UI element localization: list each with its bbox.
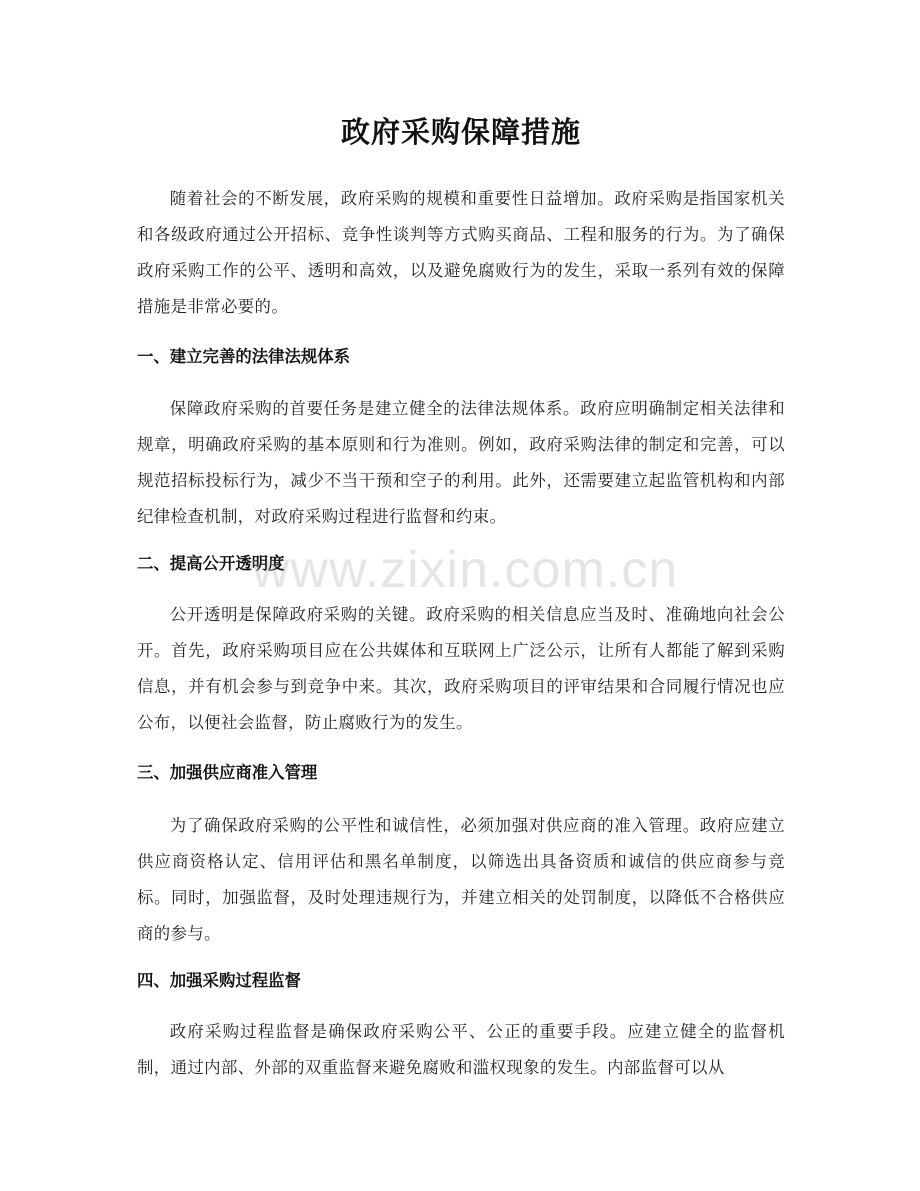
watermark: www.zixin.com.cn <box>251 541 679 599</box>
section-body-2: 公开透明是保障政府采购的关键。政府采购的相关信息应当及时、准确地向社会公开。首先，政府采购项目应在公共媒体和互联网上广泛公示，让所有人都能了解到采购信息，并有机会参与到竞争中来。其次，政府采购项目的评审结果和合同履行情况也应公布，以便社会监督，防止腐败行为的发生。 <box>137 605 785 732</box>
document-title: 政府采购保障措施 <box>340 115 581 149</box>
section-body-1: 保障政府采购的首要任务是建立健全的法律法规体系。政府应明确制定相关法律和规章，明确政府采购的基本原则和行为准则。例如，政府采购法律的制定和完善，可以规范招标投标行为，减少不当干预和空子的利用。此外，还需要建立起监管机构和内部纪律检查机制，对政府采购过程进行监督和约束。 <box>137 399 785 526</box>
section-heading-3: 三、加强供应商准入管理 <box>137 763 318 782</box>
section-body-4: 政府采购过程监督是确保政府采购公平、公正的重要手段。应建立健全的监督机制，通过内部、外部的双重监督来避免腐败和滥权现象的发生。内部监督可以从 <box>137 1022 785 1077</box>
section-heading-1: 一、建立完善的法律法规体系 <box>137 347 351 366</box>
section-heading-2: 二、提高公开透明度 <box>137 554 285 573</box>
section-heading-4: 四、加强采购过程监督 <box>137 971 301 990</box>
section-body-3: 为了确保政府采购的公平性和诚信性，必须加强对供应商的准入管理。政府应建立供应商资格认定、信用评估和黑名单制度，以筛选出具备资质和诚信的供应商参与竞标。同时，加强监督，及时处理违规行为，并建立相关的处罚制度，以降低不合格供应商的参与。 <box>137 816 785 943</box>
intro-paragraph: 随着社会的不断发展，政府采购的规模和重要性日益增加。政府采购是指国家机关和各级政府通过公开招标、竞争性谈判等方式购买商品、工程和服务的行为。为了确保政府采购工作的公平、透明和高效，以及避免腐败行为的发生，采取一系列有效的保障措施是非常必要的。 <box>137 189 785 316</box>
